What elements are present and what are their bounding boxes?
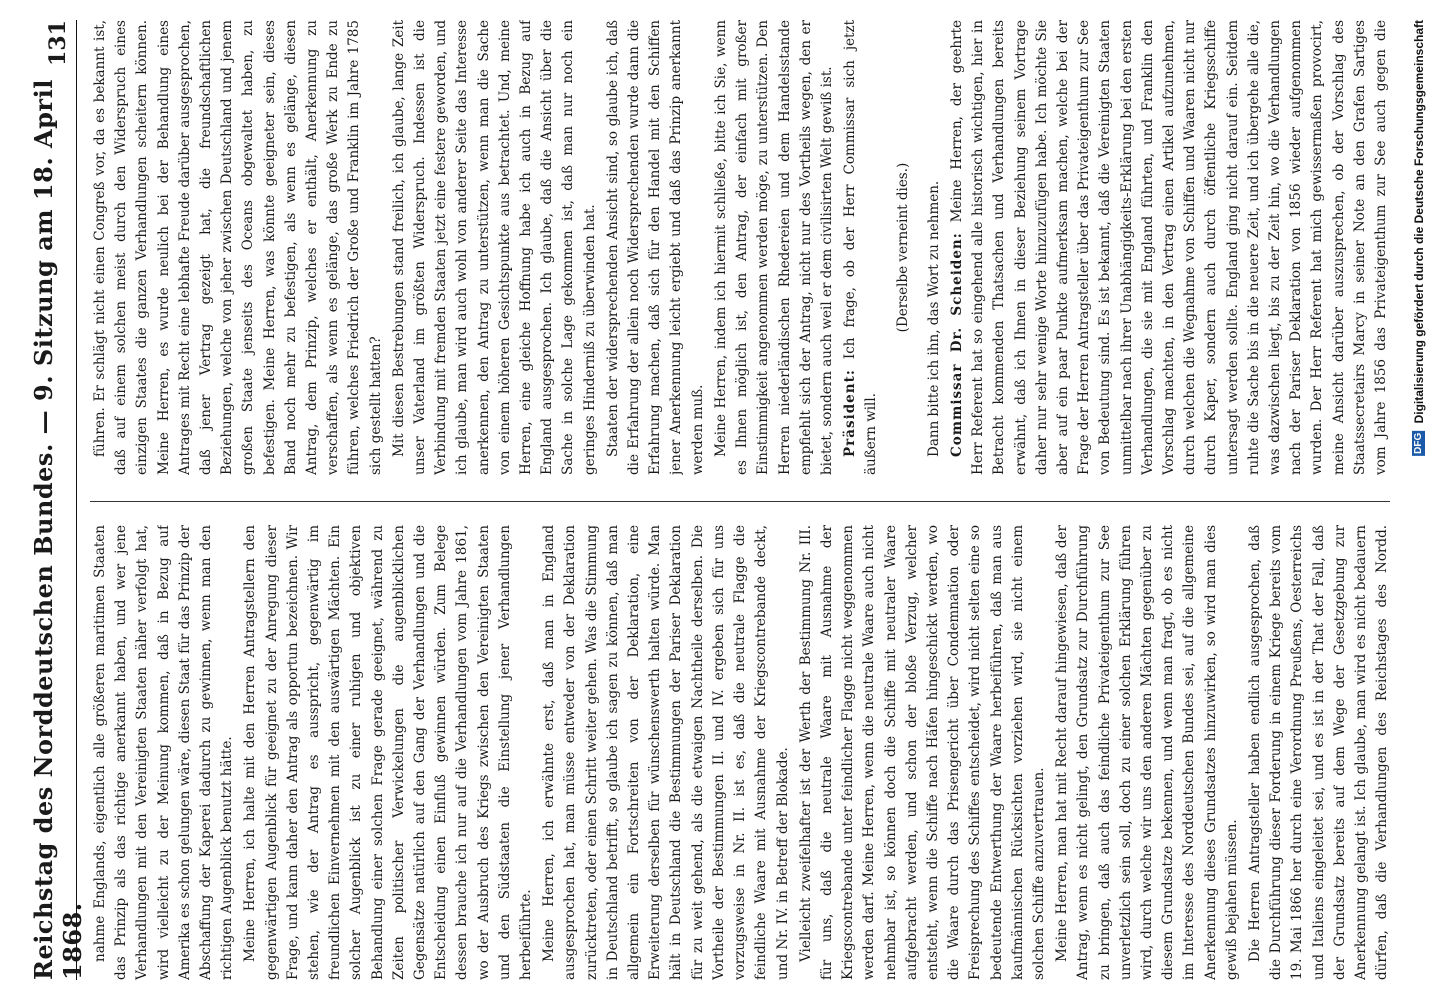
paragraph: führen. Er schlägt nicht einen Congreß vor, da es bekannt ist, daß auf einem solchen meist durch den Widerspruch eines einzigen Staates die ganzen Verhandlungen scheitern können. Meine Herren, es wurde neulich bei der Behandlung eines Antrages mit Recht eine lebhafte Freude darüber ausgesprochen, daß jener Vertrag gezeigt hat, die freundschaftlichen Beziehungen, welche von jeher zwischen Deutschland und jenem großen Staate jenseits des Oceans obgewaltet haben, zu befestigen. Meine Herren, was könnte geeigneter sein, dieses Band noch mehr zu befestigen, als wenn es gelänge, diesen Antrag, dem Prinzip, welches er enthält, Anerkennung zu verschaffen, als wenn es gelänge, das große Werk zu Ende zu führen, welches Friedrich der Große und Franklin im Jahre 1785 sich gestellt hatten? [92,20,384,475]
page-title: Reichstag des Norddeutschen Bundes. — 9. Sitzung am 18. April 1868. [29,79,87,980]
paragraph: Staaten der widersprechenden Ansicht sind, so glaube ich, daß die Erfahrung der allein noch Widersprechenden wurde dann die Erfahrung machen, daß sich für den Handel mit den Schiffen jener Anerkennung leicht ergiebt und daß das Prinzip anerkannt werden muß. [604,20,706,475]
dfg-logo: DFG [1413,432,1424,454]
paragraph: Meine Herren, indem ich hiermit schließe, bitte ich Sie, wenn es Ihnen möglich ist, den Antrag, der einfach mit großer Einstimmigkeit angenommen werden möge, zu unterstützen. Den Herren niederländischen Rhedereien und dem Handelsstande empfiehlt sich der Antrag, nicht nur des Vortheils wegen, den er bietet, sondern auch weil er dem civilisirten Welt gewiß ist. [712,20,835,475]
stage-direction: (Derselbe verneint dies.) [894,162,911,333]
paragraph: Meine Herren, ich erwähnte erst, daß man in England ausgesprochen hat, man müsse entweder von der Deklaration zurücktreten, oder einen Schritt weiter gehen. Was die Stimmung in Deutschland betrifft, so glaube ich sagen zu können, daß man allgemein ein Fortschreiten von der Deklaration, eine Erweiterung derselben für wünschenswerth halten würde. Man hält in Deutschland die Bestimmungen der Pariser Deklaration für zu weit gehend, als die etwaigen Nachtheile derselben. Die Vortheile der Bestimmungen II. und IV. ergeben sich für uns vorzugsweise in Nr. II. ist es, daß die neutrale Flagge die feindliche Waare mit Ausnahme der Kriegscontrebande deckt, und Nr. IV. in Betreff der Blokade. [541,525,791,980]
paragraph: Dann bitte ich ihn, das Wort zu nehmen. [925,180,942,457]
paragraph: Meine Herren, ich halte mit den Herren Antragstellern den gegenwärtigen Augenblick für geeignet zu der Anregung dieser Frage, und kann daher den Antrag als opportun bezeichnen. Wir stehen, wie der Antrag es ausspricht, gegenwärtig im freundlichen Einvernehmen mit den auswärtigen Mächten. Ein solcher Augenblick ist zu einer ruhigen und objektiven Behandlung einer solchen Frage gerade geeignet, während zu Zeiten politischer Verwickelungen die augenblicklichen Gegensätze natürlich auf den Gang der Verhandlungen und die Entscheidung einen Einfluß gewinnen würden. Zum Belege dessen brauche ich nur auf die Verhandlungen vom Jahre 1861, wo der Ausbruch des Kriegs zwischen den Vereinigten Staaten und den Südstaaten die Einstellung jener Verhandlungen herbeiführte. [242,525,535,980]
right-column [90,20,1390,475]
paragraph: Meine Herren, man hat mit Recht darauf hingewiesen, daß der Antrag, wenn es nicht gelingt, den Grundsatz zur Durchführung zu bringen, daß auch das feindliche Privateigenthum zur See unverletzlich sein soll, doch zu einer solchen Erklärung führen wird, durch welche wir uns den anderen Mächten gegenüber zu diesem Grundsatze bekennen, und wenn man fragt, ob es nicht im Interesse des Norddeutschen Bundes sei, auf die allgemeine Anerkennung dieses Grundsatzes hinzuwirken, so wird man dies gewiß bejahen müssen. [1054,525,1240,980]
page-header [29,20,87,980]
left-column [90,525,1390,980]
speech-text: Meine Herren, der geehrte Herr Referent hat so eingehend alle historisch wichtigen, hier in Betracht kommenden Thatsachen und Verhandlungen bereits erwähnt, daß ich Ihnen in dieser Beziehung seinem Vortrage daher nur sehr wenige Worte hinzuzufügen habe. Ich möchte Sie aber auf ein paar Punkte aufmerksam machen, welche bei der Frage der Herren Antragsteller über das Privateigenthum zur See von Bedeutung sind. Es ist bekannt, daß die Vereinigten Staaten unmittelbar nach ihrer Unabhängigkeits-Erklärung bei den ersten Verhandlungen, die sie mit England führten, und Franklin den Vorschlag machten, in den Vertrag einen Artikel aufzunehmen, durch welchen die Wegnahme von Schiffen und Waaren nicht nur durch Kaper, sondern auch durch öffentliche Kriegsschiffe untersagt werden sollte. England ging nicht darauf ein. Seitdem ruhte die Sache bis in die neuere Zeit, und ich übergehe alle die, was dazwischen liegt, bis zu der Zeit hin, wo die Verhandlungen nach der Pariser Deklaration von 1856 wieder aufgenommen wurden. Der Herr Referent hat mich gewissermaßen provocirt, meine Ansicht darüber auszusprechen, ob der Vorschlag des Staatssecretairs Marcy in seiner Note an den Grafen Sartiges vom Jahre 1856 das Privateigenthum zur See auch gegen die [948,20,1389,475]
commissioner-paragraph [947,20,1390,475]
speech-text: Ich frage, ob der Herr Commissar sich jetzt äußern will. [842,20,880,475]
funding-footer [1412,20,1426,456]
paragraph: Mit diesen Bestrebungen stand freilich, ich glaube, lange Zeit unser Vaterland im größten Widerspruch. Indessen ist die Verbindung mit fremden Staaten jetzt eine festere geworden, und ich glaube, man wird auch wohl von anderer Seite das Interesse anerkennen, den Antrag zu unterstützen, wenn man die Sache von einem höheren Gesichtspunkte aus betrachtet. Und, meine Herren, eine gleiche Hoffnung habe ich auch in Bezug auf England ausgesprochen. Ich glaube, daß die Ansicht über die Sache in solche Lage gekommen ist, daß man nur noch ein geringes Hinderniß zu überwinden hat. [390,20,598,475]
speaker-name: Präsident: [842,369,859,457]
footer-text: Digitalisierung gefördert durch die Deutsche Forschungsgemeinschaft [1412,20,1426,424]
page-number: 131 [45,20,71,66]
speaker-name: Commissar Dr. Scheiden: [948,232,965,457]
column-divider [90,501,1390,502]
president-paragraph [840,20,882,475]
paragraph: Vielleicht zweifelhafter ist der Werth der Bestimmung Nr. III. für uns, daß die neutrale Waare mit Ausnahme der Kriegscontrebande unter feindlicher Flagge nicht weggenommen werden darf. Meine Herren, wenn die neutrale Waare auch nicht nehmbar ist, so können doch die Schiffe mit neutraler Waare aufgebracht werden, und schon der bloße Verzug, welcher entsteht, wenn die Schiffe nach Häfen hingeschickt werden, wo die Waare durch das Prisengericht über Condemnation oder Freisprechung des Schiffes entscheidet, wird nicht selten eine so bedeutende Entwerthung der Waare herbeiführen, daß man aus kaufmännischen Rücksichten vorziehen wird, sie nicht einem solchen Schiffe anzuvertrauen. [797,525,1047,980]
paragraph: nahme Englands, eigentlich alle größeren maritimen Staaten das Prinzip als das richtige anerkannt haben, und wer jene Verhandlungen mit den Vereinigten Staaten näher verfolgt hat, wird vielleicht zu der Meinung kommen, daß in Bezug auf Amerika es schon gelungen wäre, diesen Staat für das Prinzip der Abschaffung der Kaperei dadurch zu gewinnen, wenn man den richtigen Augenblick benutzt hätte. [92,525,236,980]
paragraph: Die Herren Antragsteller haben endlich ausgesprochen, daß die Durchführung dieser Forderung in einem Kriege bereits vom 19. Mai 1866 her durch eine Verordnung Preußens, Oesterreichs und Italiens eingeleitet sei, und es ist in der That der Fall, daß der Grundsatz bereits auf dem Wege der Gesetzgebung zur Anerkennung gelangt ist. Ich glaube, man wird es nicht bedauern dürfen, daß die Verhandlungen des Reichstages des Nordd. [1246,525,1390,980]
